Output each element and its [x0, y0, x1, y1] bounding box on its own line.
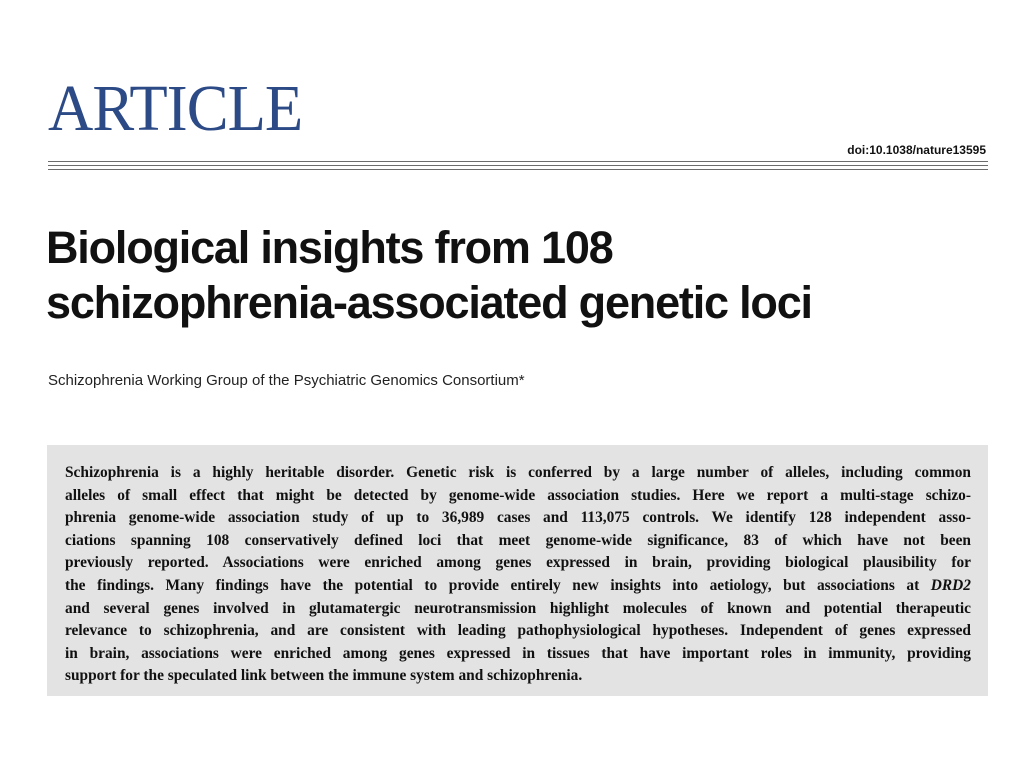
abstract-line: ciations spanning 108 conservatively defined loci that meet genome-wide significance, 83 of which have not been	[65, 531, 971, 549]
title-line-2: schizophrenia-associated genetic loci	[46, 277, 812, 328]
header-rule-bottom	[48, 169, 988, 170]
header-rule-top	[48, 161, 988, 162]
section-label: ARTICLE	[48, 72, 303, 145]
abstract-line: relevance to schizophrenia, and are consistent with leading pathophysiological hypotheses. Independent of genes expressed	[65, 622, 971, 640]
abstract-line-text: the findings. Many findings have the potential to provide entirely new insights into aetiology, but associations at	[65, 576, 920, 594]
abstract-line: phrenia genome-wide association study of up to 36,989 cases and 113,075 controls. We identify 128 independent asso-	[65, 509, 971, 527]
gene-name-italic: DRD2	[930, 576, 971, 594]
doi-label[interactable]: doi:10.1038/nature13595	[847, 143, 986, 157]
abstract-line: Schizophrenia is a highly heritable disorder. Genetic risk is conferred by a large number of alleles, including common	[65, 464, 971, 481]
abstract-line: alleles of small effect that might be detected by genome-wide association studies. Here we report a multi-stage schizo-	[65, 486, 971, 504]
abstract-line: previously reported. Associations were enriched among genes expressed in brain, providing biological plausibility for	[65, 554, 971, 572]
article-title	[46, 220, 996, 330]
abstract-line: in brain, associations were enriched among genes expressed in tissues that have important roles in immunity, providing	[65, 644, 971, 662]
author-list: Schizophrenia Working Group of the Psychiatric Genomics Consortium*	[48, 372, 525, 389]
header-rule-middle	[48, 165, 988, 166]
abstract-text	[65, 462, 971, 688]
abstract-line	[65, 575, 971, 598]
title-line-1: Biological insights from 108	[46, 222, 613, 273]
abstract-line: and several genes involved in glutamatergic neurotransmission highlight molecules of known and potential therapeutic	[65, 599, 971, 617]
abstract-box	[47, 445, 988, 696]
abstract-line: support for the speculated link between the immune system and schizophrenia.	[65, 667, 583, 685]
